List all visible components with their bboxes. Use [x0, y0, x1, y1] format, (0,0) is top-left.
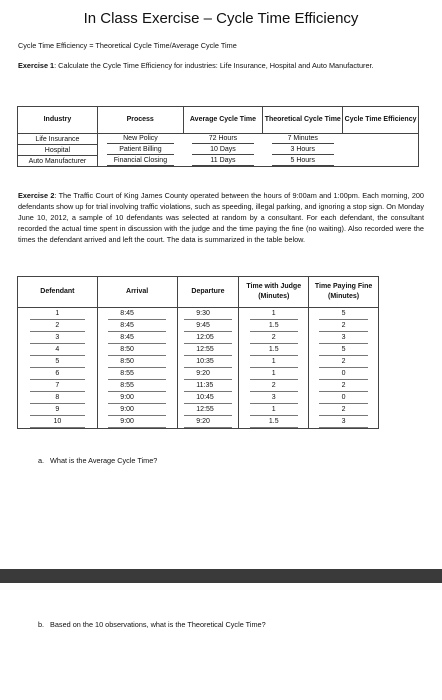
cell-arrival: 9:00 [97, 416, 177, 429]
question-a-label: a. [38, 456, 45, 465]
header-industry: Industry [18, 107, 98, 134]
cell-efficiency [343, 134, 419, 145]
cell-departure: 10:35 [177, 356, 239, 368]
table-row [18, 416, 379, 429]
cell-defendant: 2 [18, 320, 98, 332]
exercise2-body: : The Traffic Court of King James County operated between the hours of 9:00am and 1:00pm. Each morning, 200 defendants show up for trial involving traffic violations, such as speeding, illegal parking, and ignoring a stop sign. On Monday June 10, 2012, a sample of 10 defendants was selected at random by a consultant. For each defendant, the consultant recorded the actual time spent in discussion with the judge and the time paying the fine (no waiting). Also recorded were the times the defendant arrived and left the court. The data is summarized in the table below. [18, 191, 424, 244]
cell-departure: 12:05 [177, 332, 239, 344]
cell-time-with-judge: 1.5 [239, 416, 309, 429]
cell-efficiency [343, 156, 419, 167]
cell-theoretical: 3 Hours [263, 145, 343, 156]
cell-time-paying-fine: 2 [309, 320, 379, 332]
page-title: In Class Exercise – Cycle Time Efficiency [83, 10, 359, 27]
cell-arrival: 9:00 [97, 392, 177, 404]
cell-departure: 11:35 [177, 380, 239, 392]
cell-arrival: 8:50 [97, 344, 177, 356]
header-average-cycle-time: Average Cycle Time [183, 107, 263, 134]
header-time-with-judge: Time with Judge (Minutes) [239, 277, 309, 308]
cell-average: 11 Days [183, 156, 263, 167]
table-row [18, 156, 419, 167]
cell-departure: 9:20 [177, 416, 239, 429]
cell-arrival: 8:55 [97, 368, 177, 380]
cell-departure: 9:20 [177, 368, 239, 380]
cell-defendant: 4 [18, 344, 98, 356]
header-theoretical-cycle-time: Theoretical Cycle Time [263, 107, 343, 134]
cell-process: Financial Closing [97, 156, 183, 167]
table-row [18, 320, 379, 332]
cell-departure: 10:45 [177, 392, 239, 404]
cell-arrival: 8:50 [97, 356, 177, 368]
cell-time-with-judge: 1 [239, 368, 309, 380]
table-row [18, 368, 379, 380]
cell-departure: 12:55 [177, 404, 239, 416]
exercise2-label: Exercise 2 [18, 191, 55, 200]
cell-time-paying-fine: 5 [309, 344, 379, 356]
defendant-table [17, 276, 379, 429]
cell-time-with-judge: 1 [239, 404, 309, 416]
header-time-paying-fine: Time Paying Fine (Minutes) [309, 277, 379, 308]
cell-time-paying-fine: 3 [309, 332, 379, 344]
header-defendant: Defendant [18, 277, 98, 308]
cell-time-paying-fine: 5 [309, 308, 379, 321]
cell-theoretical: 5 Hours [263, 156, 343, 167]
cell-departure: 9:45 [177, 320, 239, 332]
cell-defendant: 10 [18, 416, 98, 429]
cell-industry: Auto Manufacturer [18, 156, 98, 167]
defendant-table-header [18, 277, 379, 308]
cell-time-with-judge: 1 [239, 308, 309, 321]
table-row [18, 344, 379, 356]
cell-defendant: 8 [18, 392, 98, 404]
cell-time-paying-fine: 2 [309, 380, 379, 392]
cell-time-with-judge: 2 [239, 332, 309, 344]
exercise1-body: : Calculate the Cycle Time Efficiency for industries: Life Insurance, Hospital and Auto Manufacturer. [54, 61, 374, 70]
industry-table [17, 106, 419, 167]
table-row [18, 332, 379, 344]
question-b-text: Based on the 10 observations, what is the Theoretical Cycle Time? [50, 620, 266, 629]
header-departure: Departure [177, 277, 239, 308]
question-b-label: b. [38, 620, 45, 629]
cell-theoretical: 7 Minutes [263, 134, 343, 145]
cell-arrival: 8:45 [97, 332, 177, 344]
question-a-text: What is the Average Cycle Time? [50, 456, 158, 465]
table-row [18, 392, 379, 404]
cell-defendant: 7 [18, 380, 98, 392]
cell-industry: Hospital [18, 145, 98, 156]
cell-time-paying-fine: 2 [309, 356, 379, 368]
header-cycle-time-efficiency: Cycle Time Efficiency [343, 107, 419, 134]
cell-time-paying-fine: 2 [309, 404, 379, 416]
table-row [18, 145, 419, 156]
formula-line: Cycle Time Efficiency = Theoretical Cycle Time/Average Cycle Time [18, 41, 237, 50]
cell-time-paying-fine: 0 [309, 392, 379, 404]
cell-defendant: 6 [18, 368, 98, 380]
exercise2-text [18, 190, 424, 245]
cell-defendant: 3 [18, 332, 98, 344]
cell-departure: 9:30 [177, 308, 239, 321]
cell-departure: 12:55 [177, 344, 239, 356]
cell-time-paying-fine: 0 [309, 368, 379, 380]
cell-arrival: 8:45 [97, 308, 177, 321]
cell-average: 10 Days [183, 145, 263, 156]
cell-time-with-judge: 1 [239, 356, 309, 368]
exercise1-label: Exercise 1 [18, 61, 55, 70]
cell-time-paying-fine: 3 [309, 416, 379, 429]
cell-efficiency [343, 145, 419, 156]
question-b [38, 620, 266, 629]
cell-defendant: 1 [18, 308, 98, 321]
cell-time-with-judge: 2 [239, 380, 309, 392]
header-process: Process [97, 107, 183, 134]
cell-arrival: 9:00 [97, 404, 177, 416]
header-arrival: Arrival [97, 277, 177, 308]
cell-time-with-judge: 1.5 [239, 320, 309, 332]
cell-defendant: 9 [18, 404, 98, 416]
cell-arrival: 8:55 [97, 380, 177, 392]
cell-defendant: 5 [18, 356, 98, 368]
exercise1-text [18, 60, 424, 71]
table-row [18, 134, 419, 145]
cell-process: New Policy [97, 134, 183, 145]
cell-industry: Life Insurance [18, 134, 98, 145]
cell-arrival: 8:45 [97, 320, 177, 332]
cell-average: 72 Hours [183, 134, 263, 145]
table-row [18, 404, 379, 416]
table-row [18, 308, 379, 321]
industry-table-header [18, 107, 419, 134]
question-a [38, 456, 157, 465]
table-row [18, 380, 379, 392]
page-break-band [0, 569, 442, 583]
table-row [18, 356, 379, 368]
cell-time-with-judge: 3 [239, 392, 309, 404]
defendant-table-body [18, 308, 379, 429]
cell-process: Patient Billing [97, 145, 183, 156]
cell-time-with-judge: 1.5 [239, 344, 309, 356]
